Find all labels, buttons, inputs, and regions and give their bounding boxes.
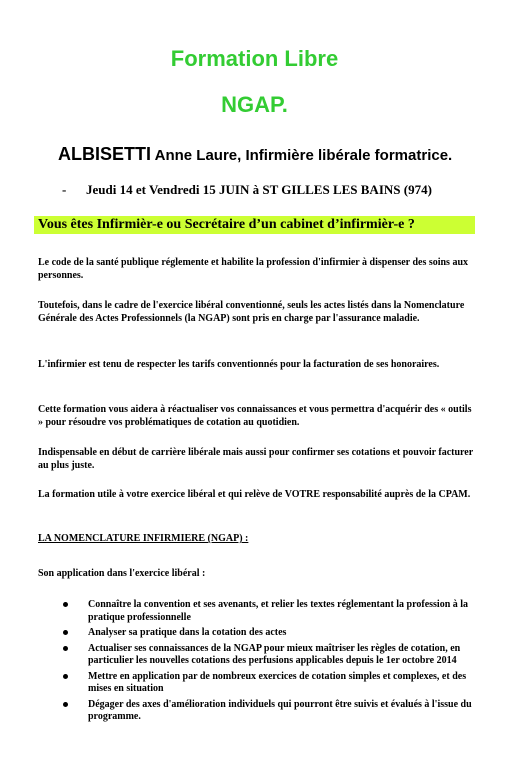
author-line xyxy=(58,144,452,165)
highlighted-question: Vous êtes Infirmièr-e ou Secrétaire d’un cabinet d’infirmièr-e ? xyxy=(34,216,475,234)
title-formation-libre: Formation Libre xyxy=(170,46,339,71)
bullet-dot-icon xyxy=(63,674,68,679)
list-item xyxy=(38,671,478,696)
author-surname: ALBISETTI xyxy=(58,144,151,164)
paragraph-indispensable: Indispensable en début de carrière libérale mais aussi pour confirmer ses cotations et pouvoir facturer au plus juste. xyxy=(38,447,473,471)
author-details: Anne Laure, Infirmière libérale formatrice. xyxy=(151,147,453,164)
bullet-dot-icon xyxy=(63,646,68,651)
section-title-nomenclature: LA NOMENCLATURE INFIRMIERE (NGAP) : xyxy=(38,533,249,544)
list-item-text: Dégager des axes d'amélioration individuels qui pourront être suivis et évalués à l'issue du programme. xyxy=(88,698,472,722)
list-item xyxy=(38,599,478,624)
bullet-dot-icon xyxy=(63,630,68,635)
bullet-dot-icon xyxy=(63,702,68,707)
paragraph-responsabilite: La formation utile à votre exercice libéral et qui relève de VOTRE responsabilité auprès de la CPAM. xyxy=(38,489,471,500)
paragraph-tarifs: L'infirmier est tenu de respecter les tarifs conventionnés pour la facturation de ses honoraires. xyxy=(38,359,440,370)
bullet-dot-icon xyxy=(63,602,68,607)
dateline-dash: - xyxy=(62,182,67,197)
dateline-text: Jeudi 14 et Vendredi 15 JUIN à ST GILLES LES BAINS (974) xyxy=(86,182,432,197)
list-item-text: Analyser sa pratique dans la cotation des actes xyxy=(88,627,287,638)
list-item-text: Connaître la convention et ses avenants, et relier les textes réglementant la profession à la pratique professionnelle xyxy=(88,599,469,623)
date-location-line xyxy=(62,182,432,198)
paragraph-code-sante: Le code de la santé publique réglemente et habilite la profession d'infirmier à dispenser des soins aux personnes. xyxy=(38,257,469,281)
list-item xyxy=(38,699,478,724)
objectives-list xyxy=(38,599,478,727)
paragraph-formation-aide: Cette formation vous aidera à réactualiser vos connaissances et vous permettra d'acquérir des « outils » pour résoudre vos problématiques de cotation au quotidien. xyxy=(38,404,472,428)
application-intro: Son application dans l'exercice libéral : xyxy=(38,568,206,579)
list-item-text: Mettre en application par de nombreux exercices de cotation simples et complexes, et des mises en situation xyxy=(88,670,467,694)
list-item-text: Actualiser ses connaissances de la NGAP pour mieux maîtriser les règles de cotation, en particulier les nouvelles cotations des perfusions applicables depuis le 1er octobre 2014 xyxy=(88,642,461,666)
list-item xyxy=(38,627,478,640)
paragraph-exercice-liberal: Toutefois, dans le cadre de l'exercice libéral conventionné, seuls les actes listés dans la Nomenclature Générale des Actes Professionnels (la NGAP) sont pris en charge par l'assurance maladie. xyxy=(38,300,465,324)
title-ngap: NGAP. xyxy=(221,92,288,117)
list-item xyxy=(38,643,478,668)
